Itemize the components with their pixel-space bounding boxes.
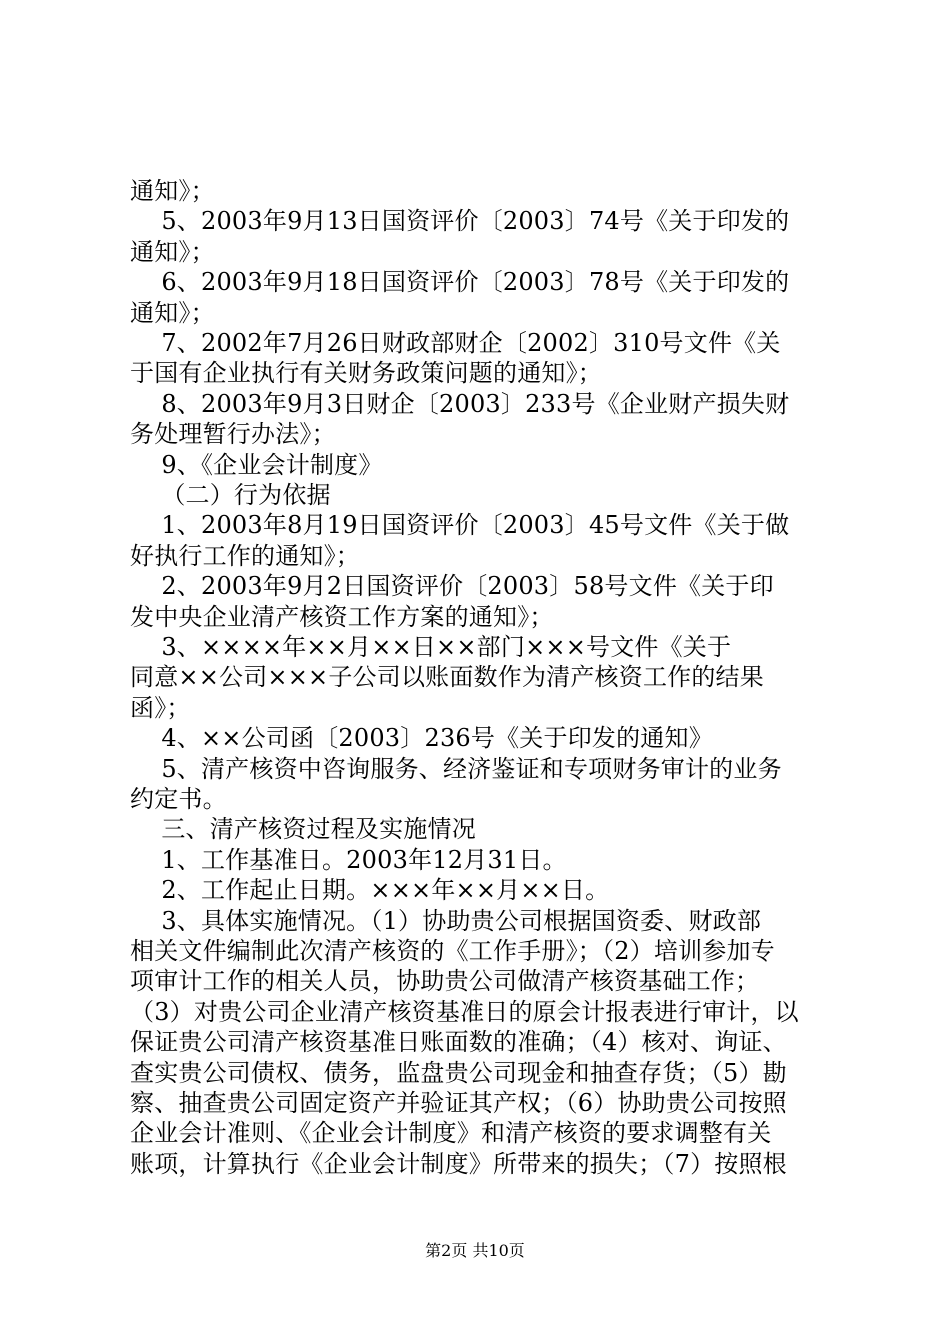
document-line: 发中央企业清产核资工作方案的通知》； — [130, 602, 554, 631]
document-line: 9、《企业会计制度》 — [130, 450, 383, 479]
document-line: 3、××××年××月××日××部门×××号文件《关于 — [130, 633, 732, 661]
document-line: 通知》； — [130, 237, 215, 266]
document-line: 8、2003年9月3日财企〔2003〕233号《企业财产损失财 — [130, 389, 790, 418]
document-line: （3）对贵公司企业清产核资基准日的原会计报表进行审计，以 — [130, 997, 799, 1026]
document-line: 企业会计准则、《企业会计制度》和清产核资的要求调整有关 — [130, 1119, 772, 1148]
document-line: 务处理暂行办法》； — [130, 420, 336, 449]
document-line: 2、工作起止日期。×××年××月××日。 — [130, 876, 610, 905]
document-line: 约定书。 — [130, 785, 227, 813]
document-line: 7、2002年7月26日财政部财企〔2002〕310号文件《关 — [130, 329, 781, 357]
document-line: 项审计工作的相关人员，协助贵公司做清产核资基础工作； — [130, 967, 760, 996]
document-line: 5、2003年9月13日国资评价〔2003〕74号《关于印发的 — [130, 207, 790, 236]
page-footer: 第2页 共10页 — [425, 1241, 525, 1260]
document-line: 查实贵公司债权、债务，监盘贵公司现金和抽查存货；（5）勘 — [130, 1058, 787, 1087]
document-line: 5、清产核资中咨询服务、经济鉴证和专项财务审计的业务 — [130, 754, 782, 783]
document-line: 函》； — [130, 693, 191, 722]
document-line: 3、具体实施情况。（1）协助贵公司根据国资委、财政部 — [130, 906, 762, 935]
document-line: 1、工作基准日。2003年12月31日。 — [130, 845, 567, 874]
document-line: （二）行为依据 — [130, 481, 331, 509]
document-line: 同意××公司×××子公司以账面数作为清产核资工作的结果 — [130, 663, 764, 692]
document-line: 6、2003年9月18日国资评价〔2003〕78号《关于印发的 — [130, 268, 790, 297]
document-line: 好执行工作的通知》； — [130, 541, 360, 570]
document-line: 4、××公司函〔2003〕236号《关于印发的通知》 — [130, 724, 713, 753]
document-line: 察、抽查贵公司固定资产并验证其产权；（6）协助贵公司按照 — [130, 1089, 787, 1117]
document-line: 1、2003年8月19日国资评价〔2003〕45号文件《关于做 — [130, 511, 790, 540]
document-line: 相关文件编制此次清产核资的《工作手册》；（2）培训参加专 — [130, 937, 775, 965]
document-line: 2、2003年9月2日国资评价〔2003〕58号文件《关于印 — [130, 572, 774, 601]
document-line: 通知》； — [130, 298, 215, 327]
document-line: 通知》； — [130, 177, 215, 205]
document-line: 保证贵公司清产核资基准日账面数的准确；（4）核对、询证、 — [130, 1028, 787, 1057]
document-line: 三、清产核资过程及实施情况 — [130, 815, 476, 844]
document-line: 于国有企业执行有关财务政策问题的通知》； — [130, 359, 602, 388]
document-line: 账项，计算执行《企业会计制度》所带来的损失；（7）按照根 — [130, 1149, 787, 1178]
